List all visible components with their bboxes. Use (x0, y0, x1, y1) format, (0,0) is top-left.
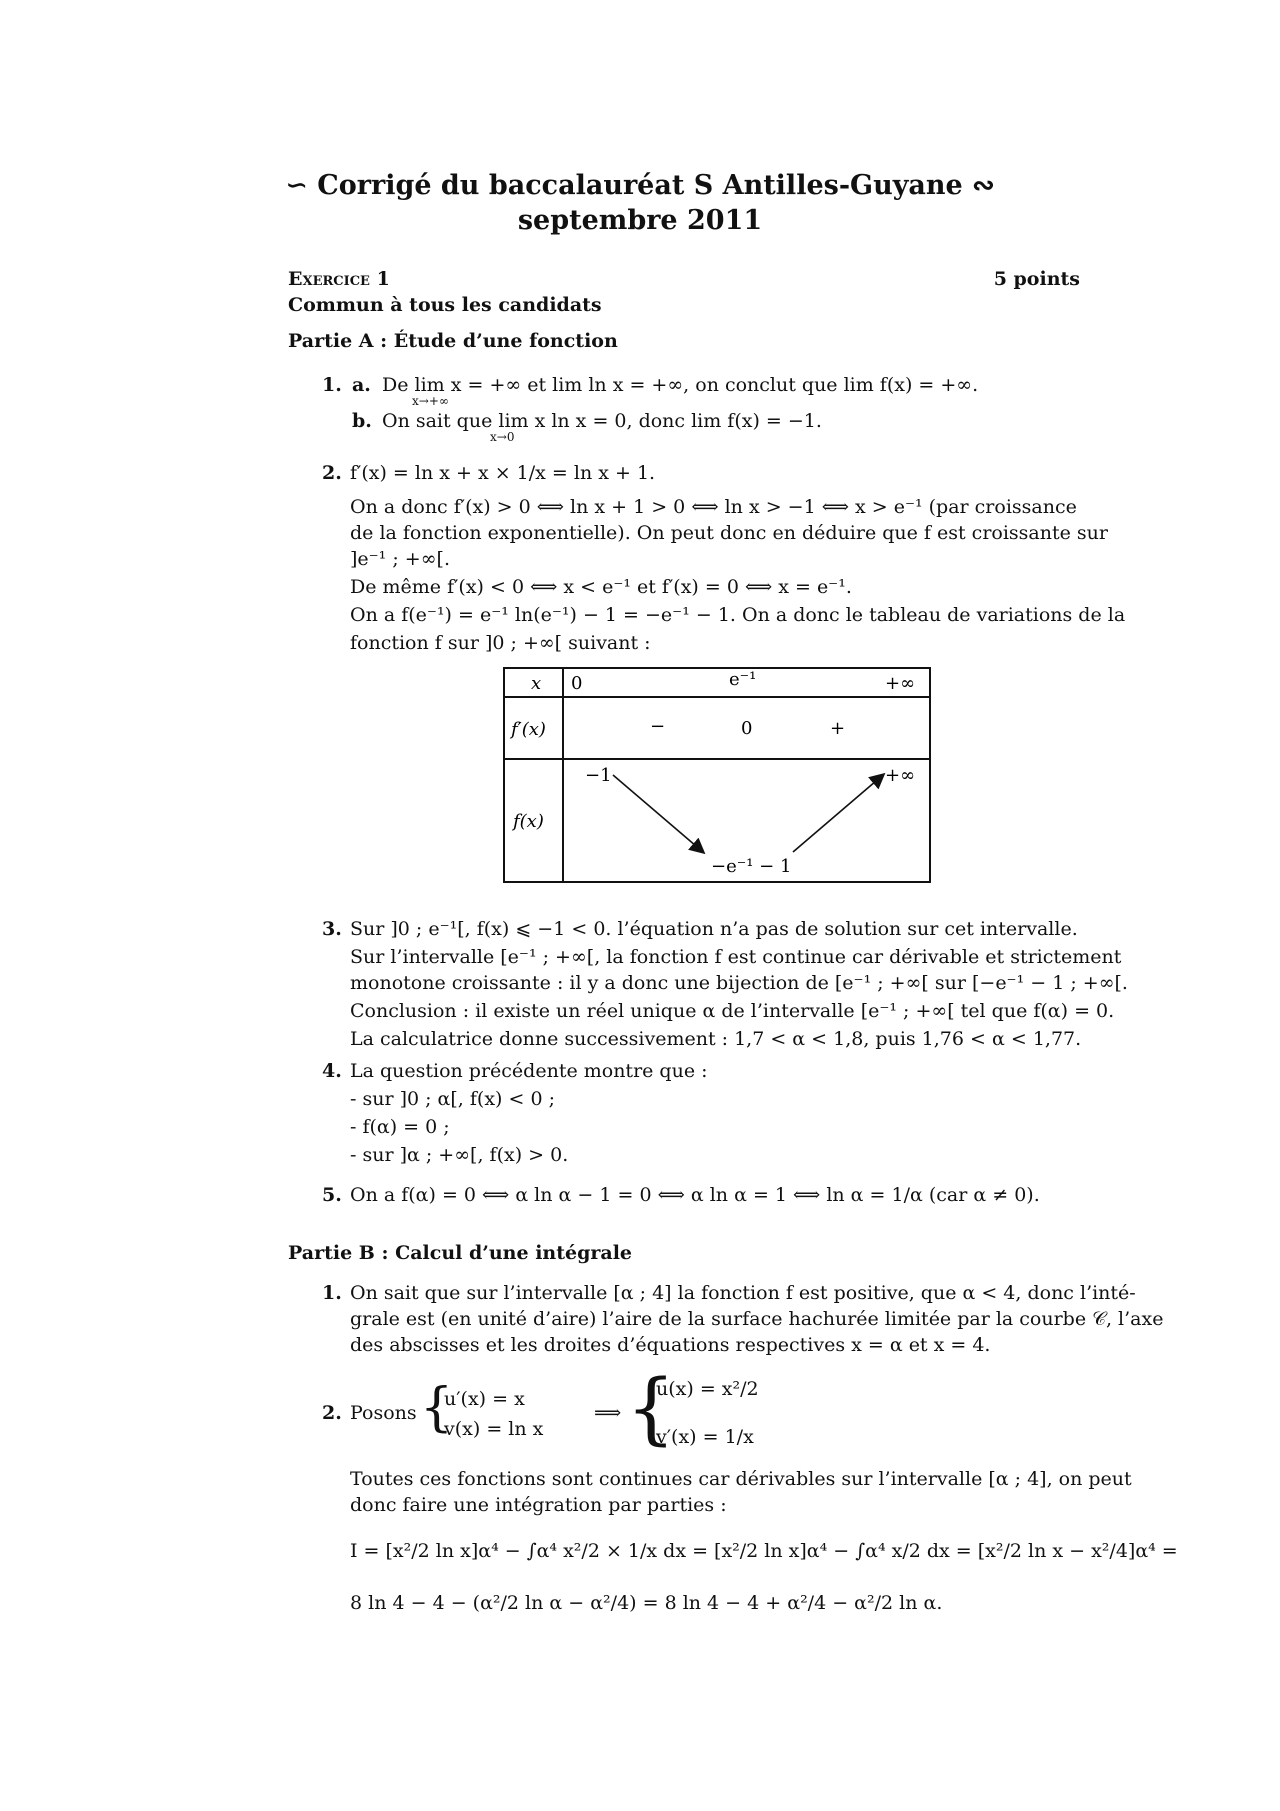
partA-title: Partie A : Étude d’une fonction (288, 330, 618, 352)
q3-line-4: Conclusion : il existe un réel unique α de l’intervalle [e⁻¹ ; +∞[ tel que f(α) = 0. (350, 1000, 1115, 1022)
q2-line-3: de la fonction exponentielle). On peut donc en déduire que f est croissante sur (350, 522, 1108, 544)
variation-table (503, 667, 933, 887)
system-u: u(x) = x²/2 (656, 1378, 759, 1400)
row-label-f: f(x) (513, 811, 544, 832)
table-border (504, 668, 930, 882)
increasing-arrow (793, 775, 883, 852)
exercise-label: Exercice 1 (288, 268, 390, 290)
question-number: 1. (322, 1282, 342, 1304)
system-u-prime: u′(x) = x (444, 1388, 525, 1410)
q2-line-6: On a f(e⁻¹) = e⁻¹ ln(e⁻¹) − 1 = −e⁻¹ − 1. On a donc le tableau de variations de la (350, 604, 1126, 626)
f-value-minimum: −e⁻¹ − 1 (711, 856, 792, 877)
partB-q1-line-1: On sait que sur l’intervalle [α ; 4] la fonction f est positive, que α < 4, donc l’inté- (350, 1282, 1136, 1304)
integration-formula-1: I = [x²/2 ln x]α⁴ − ∫α⁴ x²/2 × 1/x dx = [x²/2 ln x]α⁴ − ∫α⁴ x/2 dx = [x²/2 ln x − x²/4]α⁴ = (350, 1540, 1178, 1562)
row-label-fprime: f′(x) (511, 719, 546, 740)
q2-line-2: On a donc f′(x) > 0 ⟺ ln x + 1 > 0 ⟺ ln x > −1 ⟺ x > e⁻¹ (par croissance (350, 496, 1077, 518)
q2-line-7: fonction f sur ]0 ; +∞[ suivant : (350, 632, 651, 654)
sign-positive: + (830, 718, 846, 739)
exercise-audience: Commun à tous les candidats (288, 294, 602, 316)
implies-symbol: ⟹ (594, 1402, 622, 1424)
posons-label: Posons (350, 1402, 417, 1424)
system-v: v(x) = ln x (444, 1418, 544, 1440)
q1a-limit-subscript: x→+∞ (412, 394, 449, 408)
exercise-points: 5 points (993, 268, 1080, 290)
x-value-infinity: +∞ (885, 673, 916, 694)
q3-line-5: La calculatrice donne successivement : 1,7 < α < 1,8, puis 1,76 < α < 1,77. (350, 1028, 1082, 1050)
q3-line-1: Sur ]0 ; e⁻¹[, f(x) ⩽ −1 < 0. l’équation n’a pas de solution sur cet intervalle. (350, 918, 1078, 940)
question-number: 5. (322, 1184, 342, 1206)
q2-line-1: f′(x) = ln x + x × 1/x = ln x + 1. (350, 462, 656, 484)
question-number: 4. (322, 1060, 342, 1082)
f-value-right: +∞ (885, 765, 916, 786)
partB-q2-line-1: Toutes ces fonctions sont continues car dérivables sur l’intervalle [α ; 4], on peut (350, 1468, 1132, 1490)
q1b-limit-subscript: x→0 (490, 430, 515, 444)
partB-q2-line-2: donc faire une intégration par parties : (350, 1494, 727, 1516)
sign-zero: 0 (741, 718, 753, 739)
system-v-prime: v′(x) = 1/x (656, 1426, 754, 1448)
question-number: 1. (322, 374, 342, 396)
question-number: 2. (322, 462, 342, 484)
sign-negative: − (650, 716, 666, 737)
q1b-text: On sait que lim x ln x = 0, donc lim f(x) = −1. (382, 410, 822, 432)
q4-line-4: - sur ]α ; +∞[, f(x) > 0. (350, 1144, 569, 1166)
subquestion-label: b. (352, 410, 372, 432)
left-brace: { (420, 1378, 454, 1438)
title-line-1: ∽ Corrigé du baccalauréat S Antilles-Guyane ∾ (285, 170, 995, 201)
partB-title: Partie B : Calcul d’une intégrale (288, 1242, 633, 1264)
q4-line-1: La question précédente montre que : (350, 1060, 708, 1082)
x-value-0: 0 (571, 673, 583, 694)
partB-q1-line-3: des abscisses et les droites d’équations respectives x = α et x = 4. (350, 1334, 991, 1356)
row-label-x: x (531, 673, 542, 694)
q4-line-2: - sur ]0 ; α[, f(x) < 0 ; (350, 1088, 555, 1110)
q2-line-5: De même f′(x) < 0 ⟺ x < e⁻¹ et f′(x) = 0 ⟺ x = e⁻¹. (350, 576, 852, 598)
subquestion-label: a. (352, 374, 371, 396)
x-value-e-inverse: e⁻¹ (729, 669, 757, 690)
f-value-left: −1 (585, 765, 612, 786)
q4-line-3: - f(α) = 0 ; (350, 1116, 450, 1138)
question-number: 2. (322, 1402, 342, 1424)
question-number: 3. (322, 918, 342, 940)
title-line-2: septembre 2011 (517, 205, 763, 236)
decreasing-arrow (613, 775, 703, 852)
q3-line-2: Sur l’intervalle [e⁻¹ ; +∞[, la fonction f est continue car dérivable et strictement (350, 946, 1122, 968)
q1a-text: De lim x = +∞ et lim ln x = +∞, on conclut que lim f(x) = +∞. (382, 374, 979, 396)
integration-formula-2: 8 ln 4 − 4 − (α²/2 ln α − α²/4) = 8 ln 4 − 4 + α²/4 − α²/2 ln α. (350, 1592, 943, 1614)
right-brace: { (626, 1364, 676, 1454)
partB-q1-line-2: grale est (en unité d’aire) l’aire de la surface hachurée limitée par la courbe 𝒞, l’axe (350, 1308, 1164, 1330)
q5-text: On a f(α) = 0 ⟺ α ln α − 1 = 0 ⟺ α ln α = 1 ⟺ ln α = 1/α (car α ≠ 0). (350, 1184, 1040, 1206)
q3-line-3: monotone croissante : il y a donc une bijection de [e⁻¹ ; +∞[ sur [−e⁻¹ − 1 ; +∞[. (350, 972, 1128, 994)
q2-line-4: ]e⁻¹ ; +∞[. (350, 548, 450, 570)
